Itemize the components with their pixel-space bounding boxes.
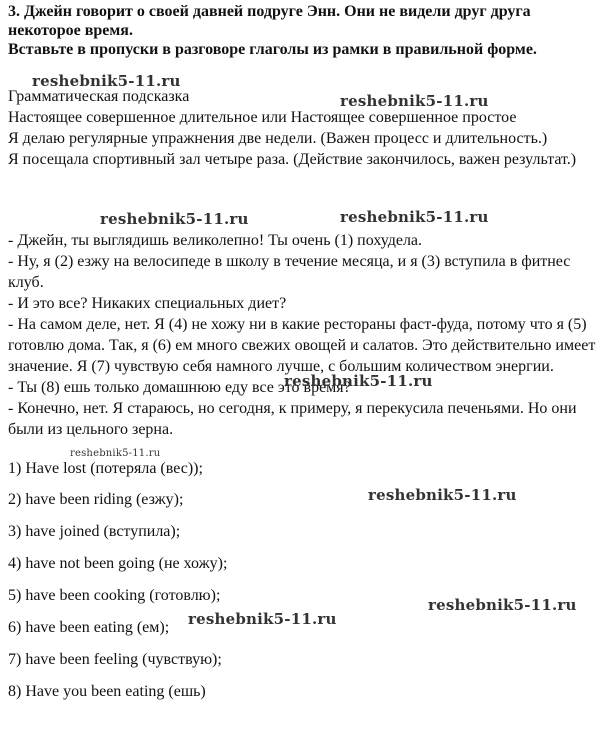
watermark: reshebnik5-11.ru: [100, 210, 249, 228]
dialogue-line-5: - Ты (8) ешь только домашнюю еду все это время?: [8, 379, 351, 396]
answer-7: 7) have been feeling (чувствую);: [8, 651, 222, 668]
answer-8: 8) Have you been eating (ешь): [8, 683, 206, 700]
dialogue-line-1: - Джейн, ты выглядишь великолепно! Ты очень (1) похудела.: [8, 232, 423, 249]
hint-example-1: Я делаю регулярные упражнения две недели. (Важен процесс и длительность.): [8, 130, 548, 147]
hint-example-2: Я посещала спортивный зал четыре раза. (Действие закончилось, важен результат.): [8, 151, 577, 168]
task-heading: [8, 2, 600, 59]
dialogue-line-2: - Ну, я (2) езжу на велосипеде в школу в течение месяца, и я (3) вступила в фитнес клуб.: [8, 253, 571, 291]
hint-title: Грамматическая подсказка: [8, 88, 190, 105]
watermark: reshebnik5-11.ru: [368, 486, 517, 504]
dialogue-line-4: - На самом деле, нет. Я (4) не хожу ни в какие рестораны фаст-фуда, потому что я (5) готовлю дома. Так, я (6) ем много свежих овощей и салатов. Это действительно имеет значение. Я (7) чувствую себя намного лучше, с большим количеством энергии.: [8, 316, 596, 375]
watermark: reshebnik5-11.ru: [284, 372, 433, 390]
watermark: reshebnik5-11.ru: [340, 92, 489, 110]
watermark: reshebnik5-11.ru: [340, 208, 489, 226]
watermark: reshebnik5-11.ru: [428, 596, 577, 614]
task-title-line-1: 3. Джейн говорит о своей давней подруге Энн. Они не видели друг друга: [8, 3, 531, 20]
dialogue-line-6: - Конечно, нет. Я стараюсь, но сегодня, к примеру, я перекусила печеньями. Но они были из цельного зерна.: [8, 400, 577, 438]
grammar-hint: [8, 86, 600, 170]
answer-3: 3) have joined (вступила);: [8, 523, 181, 540]
dialogue: [8, 230, 600, 440]
answer-6: 6) have been eating (ем);: [8, 619, 170, 636]
watermark: reshebnik5-11.ru: [70, 448, 161, 459]
hint-subtitle: Настоящее совершенное длительное или Настоящее совершенное простое: [8, 109, 517, 126]
answer-1: 1) Have lost (потеряла (вес));: [8, 460, 203, 477]
answer-5: 5) have been cooking (готовлю);: [8, 587, 221, 604]
answer-2: 2) have been riding (езжу);: [8, 491, 184, 508]
watermark: reshebnik5-11.ru: [32, 72, 181, 90]
watermark: reshebnik5-11.ru: [188, 610, 337, 628]
task-title-line-2: некоторое время.: [8, 22, 133, 39]
answer-4: 4) have not been going (не хожу);: [8, 555, 228, 572]
task-instruction: Вставьте в пропуски в разговоре глаголы из рамки в правильной форме.: [8, 41, 537, 58]
dialogue-line-3: - И это все? Никаких специальных диет?: [8, 295, 287, 312]
